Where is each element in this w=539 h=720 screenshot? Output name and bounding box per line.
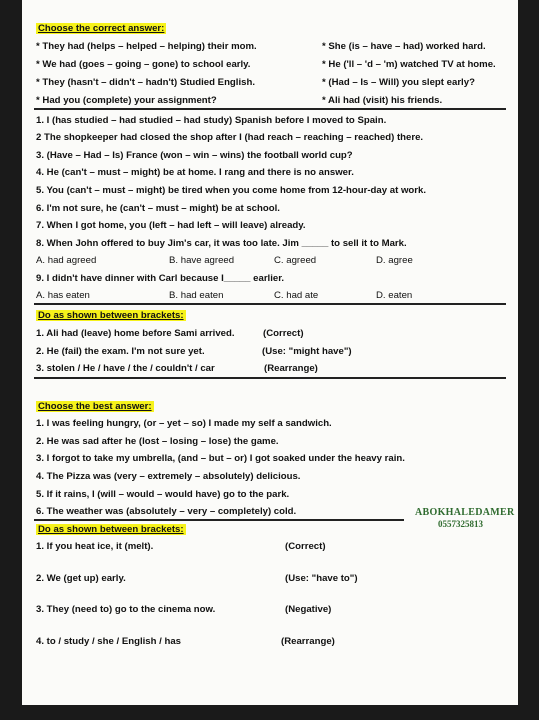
s4-question: 6. The weather was (absolutely – very – completely) cold.	[36, 506, 297, 517]
section1-heading: Choose the correct answer:	[38, 23, 165, 34]
s4-question: 2. He was sad after he (lost – losing – lose) the game.	[36, 436, 279, 447]
divider	[34, 303, 506, 305]
s3-question: 3. stolen / He / have / the / couldn't / car	[36, 363, 215, 374]
s2-question: 9. I didn't have dinner with Carl because I_____ earlier.	[36, 273, 285, 284]
s3-instruction: (Rearrange)	[264, 363, 318, 374]
s2-question: 1. I (has studied – had studied – had study) Spanish before I moved to Spain.	[36, 115, 387, 126]
s5-instruction: (Rearrange)	[281, 636, 335, 647]
s2-question: 8. When John offered to buy Jim's car, it was too late. Jim _____ to sell it to Mark.	[36, 238, 407, 249]
s5-question: 1. If you heat ice, it (melt).	[36, 541, 154, 552]
s5-instruction: (Use: "have to")	[285, 573, 358, 584]
s2-question: 3. (Have – Had – Is) France (won – win – wins) the football world cup?	[36, 150, 353, 161]
s2-question: 2 The shopkeeper had closed the shop after I (had reach – reaching – reached) there.	[36, 132, 424, 143]
s5-instruction: (Correct)	[285, 541, 326, 552]
s1-left-item: * We had (goes – going – gone) to school early.	[36, 59, 251, 70]
q8-option: B. have agreed	[169, 255, 235, 266]
s4-question: 4. The Pizza was (very – extremely – absolutely) delicious.	[36, 471, 301, 482]
divider	[34, 108, 506, 110]
s2-question: 4. He (can't – must – might) be at home. I rang and there is no answer.	[36, 167, 354, 178]
divider	[34, 519, 404, 521]
s1-left-item: * They had (helps – helped – helping) their mom.	[36, 41, 257, 52]
s2-question: 7. When I got home, you (left – had left – will leave) already.	[36, 220, 306, 231]
s3-instruction: (Correct)	[263, 328, 304, 339]
q9-option: B. had eaten	[169, 290, 224, 301]
q9-option: D. eaten	[376, 290, 413, 301]
divider	[34, 377, 506, 379]
q8-option: C. agreed	[274, 255, 317, 266]
s4-question: 3. I forgot to take my umbrella, (and – but – or) I got soaked under the heavy rain.	[36, 453, 405, 464]
s4-question: 1. I was feeling hungry, (or – yet – so) I made my self a sandwich.	[36, 418, 332, 429]
section3-heading: Do as shown between brackets:	[38, 310, 184, 321]
s5-question: 2. We (get up) early.	[36, 573, 126, 584]
q8-option: A. had agreed	[36, 255, 97, 266]
s3-question: 1. Ali had (leave) home before Sami arrived.	[36, 328, 235, 339]
s1-right-item: * Ali had (visit) his friends.	[322, 95, 443, 106]
section5-heading: Do as shown between brackets:	[38, 524, 184, 535]
s3-question: 2. He (fail) the exam. I'm not sure yet.	[36, 346, 205, 357]
s5-question: 3. They (need to) go to the cinema now.	[36, 604, 216, 615]
s1-right-item: * She (is – have – had) worked hard.	[322, 41, 486, 52]
s3-instruction: (Use: "might have")	[262, 346, 352, 357]
s1-left-item: * They (hasn't – didn't – hadn't) Studied English.	[36, 77, 255, 88]
q8-option: D. agree	[376, 255, 413, 266]
s1-right-item: * (Had – Is – Will) you slept early?	[322, 77, 475, 88]
q9-option: C. had ate	[274, 290, 319, 301]
s1-left-item: * Had you (complete) your assignment?	[36, 95, 217, 106]
s4-question: 5. If it rains, I (will – would – would have) go to the park.	[36, 489, 290, 500]
s1-right-item: * He ('ll – 'd – 'm) watched TV at home.	[322, 59, 496, 70]
q9-option: A. has eaten	[36, 290, 90, 301]
section4-heading: Choose the best answer:	[38, 401, 152, 412]
worksheet-page	[22, 0, 518, 705]
s5-instruction: (Negative)	[285, 604, 332, 615]
s2-question: 5. You (can't – must – might) be tired when you come home from 12-hour-day at work.	[36, 185, 427, 196]
watermark-phone: 0557325813	[438, 519, 483, 529]
s2-question: 6. I'm not sure, he (can't – must – might) be at school.	[36, 203, 280, 214]
watermark-name: ABOKHALEDAMER	[415, 507, 515, 518]
s5-question: 4. to / study / she / English / has	[36, 636, 182, 647]
